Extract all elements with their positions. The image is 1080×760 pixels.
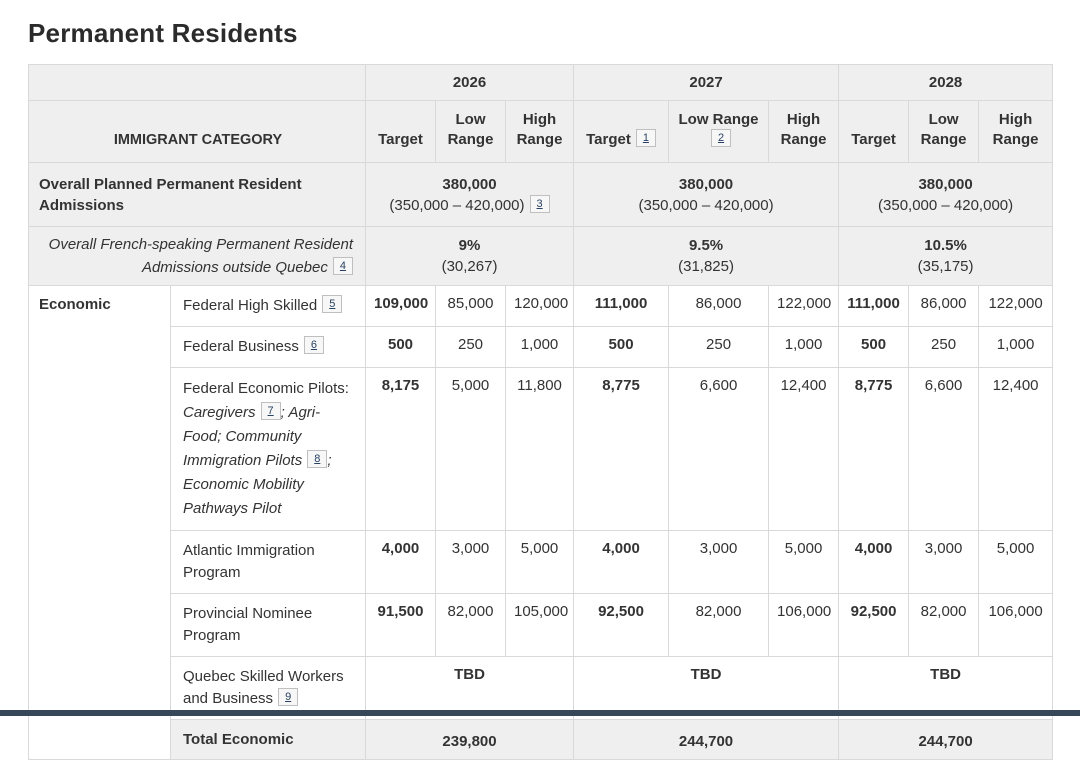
value-cell: 12,400	[769, 368, 839, 531]
col-2027-high-range: High Range	[769, 101, 839, 163]
value-cell: 3,000	[909, 531, 979, 594]
immigrant-category-header: IMMIGRANT CATEGORY	[29, 101, 366, 163]
value-cell: 106,000	[769, 594, 839, 657]
french-2028-range: (35,175)	[917, 258, 974, 275]
value-cell: 1,000	[769, 327, 839, 368]
french-2028-main: 10.5%	[924, 237, 967, 254]
col-2027-low-range	[669, 101, 769, 163]
economic-group-cell: Economic	[29, 286, 171, 760]
fep-label-part3: ; Economic Mobility Pathways Pilot	[183, 452, 332, 517]
footnote-link-8[interactable]: 8	[307, 450, 327, 468]
french-2026-main: 9%	[458, 237, 481, 254]
value-cell: 1,000	[506, 327, 574, 368]
qsw-2027-value: TBD	[574, 657, 839, 720]
fb-label-text: Federal Business	[183, 338, 299, 355]
col-2028-target: Target	[839, 101, 909, 163]
total-2028-value: 244,700	[839, 720, 1053, 760]
row-provincial-nominee-program	[29, 594, 1053, 657]
value-cell: 82,000	[669, 594, 769, 657]
value-cell: 105,000	[506, 594, 574, 657]
overall-2026-range: (350,000 – 420,000)	[389, 196, 525, 214]
col-2027-low-label: Low Range	[678, 111, 759, 128]
value-cell: 8,775	[574, 368, 669, 531]
footnote-link-5[interactable]: 5	[322, 295, 342, 313]
row-total-economic	[29, 720, 1053, 760]
value-cell: 120,000	[506, 286, 574, 327]
value-cell: 109,000	[366, 286, 436, 327]
value-cell: 500	[839, 327, 909, 368]
year-header-2026: 2026	[366, 65, 574, 101]
value-cell: 3,000	[436, 531, 506, 594]
french-speaking-label-text: Overall French-speaking Permanent Resident Admissions outside Quebec	[48, 236, 353, 276]
footnote-link-9[interactable]: 9	[278, 688, 298, 706]
french-speaking-label	[29, 227, 366, 286]
row-overall-admissions	[29, 163, 1053, 227]
page-title: Permanent Residents	[28, 18, 298, 48]
overall-2028-value	[839, 163, 1053, 227]
fhs-label-text: Federal High Skilled	[183, 297, 318, 314]
bottom-window-edge	[0, 710, 1080, 716]
col-2026-target: Target	[366, 101, 436, 163]
year-header-2027: 2027	[574, 65, 839, 101]
value-cell: 122,000	[979, 286, 1053, 327]
overall-2026-value	[366, 163, 574, 227]
value-cell: 122,000	[769, 286, 839, 327]
value-cell: 6,600	[909, 368, 979, 531]
qsw-2028-value: TBD	[839, 657, 1053, 720]
column-header-row	[29, 101, 1053, 163]
value-cell: 92,500	[839, 594, 909, 657]
value-cell: 8,175	[366, 368, 436, 531]
value-cell: 86,000	[909, 286, 979, 327]
qsw-label-text: Quebec Skilled Workers and Business	[183, 668, 344, 707]
row-federal-high-skilled	[29, 286, 1053, 327]
footnote-link-1[interactable]: 1	[636, 129, 656, 147]
row-atlantic-immigration-program	[29, 531, 1053, 594]
value-cell: 1,000	[979, 327, 1053, 368]
fep-label	[171, 368, 366, 531]
value-cell: 11,800	[506, 368, 574, 531]
col-2026-low-range: Low Range	[436, 101, 506, 163]
value-cell: 8,775	[839, 368, 909, 531]
value-cell: 250	[436, 327, 506, 368]
value-cell: 3,000	[669, 531, 769, 594]
footnote-link-2[interactable]: 2	[711, 129, 731, 147]
row-federal-economic-pilots	[29, 368, 1053, 531]
overall-2027-value	[574, 163, 839, 227]
french-2026-range: (30,267)	[441, 258, 498, 275]
col-2028-high-range: High Range	[979, 101, 1053, 163]
french-2028-value	[839, 227, 1053, 286]
value-cell: 4,000	[366, 531, 436, 594]
pnp-label: Provincial Nominee Program	[171, 594, 366, 657]
row-federal-business	[29, 327, 1053, 368]
overall-2027-range: (350,000 – 420,000)	[638, 196, 774, 214]
year-header-2028: 2028	[839, 65, 1053, 101]
value-cell: 5,000	[436, 368, 506, 531]
french-2027-value	[574, 227, 839, 286]
row-french-speaking	[29, 227, 1053, 286]
fep-label-part2: ; Agri-Food; Community Immigration Pilots	[183, 404, 321, 469]
aip-label: Atlantic Immigration Program	[171, 531, 366, 594]
fep-label-intro: Federal Economic Pilots:	[183, 380, 349, 397]
french-2026-value	[366, 227, 574, 286]
value-cell: 82,000	[436, 594, 506, 657]
value-cell: 85,000	[436, 286, 506, 327]
fep-label-part1: Caregivers	[183, 404, 256, 421]
value-cell: 91,500	[366, 594, 436, 657]
value-cell: 4,000	[839, 531, 909, 594]
value-cell: 92,500	[574, 594, 669, 657]
value-cell: 5,000	[506, 531, 574, 594]
value-cell: 5,000	[769, 531, 839, 594]
value-cell: 82,000	[909, 594, 979, 657]
footnote-link-3[interactable]: 3	[530, 195, 550, 213]
footnote-link-6[interactable]: 6	[304, 336, 324, 354]
fb-label	[171, 327, 366, 368]
value-cell: 111,000	[839, 286, 909, 327]
value-cell: 500	[366, 327, 436, 368]
value-cell: 86,000	[669, 286, 769, 327]
qsw-2026-value: TBD	[366, 657, 574, 720]
value-cell: 111,000	[574, 286, 669, 327]
value-cell: 5,000	[979, 531, 1053, 594]
col-2027-target-label: Target	[586, 131, 631, 148]
total-2026-value: 239,800	[366, 720, 574, 760]
col-2027-target	[574, 101, 669, 163]
year-header-row	[29, 65, 1053, 101]
overall-2028-main: 380,000	[918, 175, 973, 193]
value-cell: 6,600	[669, 368, 769, 531]
french-2027-range: (31,825)	[678, 258, 734, 275]
total-economic-label: Total Economic	[171, 720, 366, 760]
value-cell: 12,400	[979, 368, 1053, 531]
overall-2028-range: (350,000 – 420,000)	[878, 196, 1014, 214]
value-cell: 250	[909, 327, 979, 368]
fhs-label	[171, 286, 366, 327]
overall-admissions-label: Overall Planned Permanent Resident Admissions	[29, 163, 366, 227]
french-2027-main: 9.5%	[688, 237, 724, 254]
footnote-link-7[interactable]: 7	[261, 402, 281, 420]
value-cell: 106,000	[979, 594, 1053, 657]
col-2028-low-range: Low Range	[909, 101, 979, 163]
value-cell: 4,000	[574, 531, 669, 594]
permanent-residents-table	[28, 64, 1053, 760]
footnote-link-4[interactable]: 4	[333, 257, 353, 275]
empty-header-cell	[29, 65, 366, 101]
value-cell: 500	[574, 327, 669, 368]
overall-2027-main: 380,000	[678, 175, 734, 193]
overall-2026-main: 380,000	[442, 175, 497, 193]
value-cell: 250	[669, 327, 769, 368]
total-2027-value: 244,700	[574, 720, 839, 760]
col-2026-high-range: High Range	[506, 101, 574, 163]
